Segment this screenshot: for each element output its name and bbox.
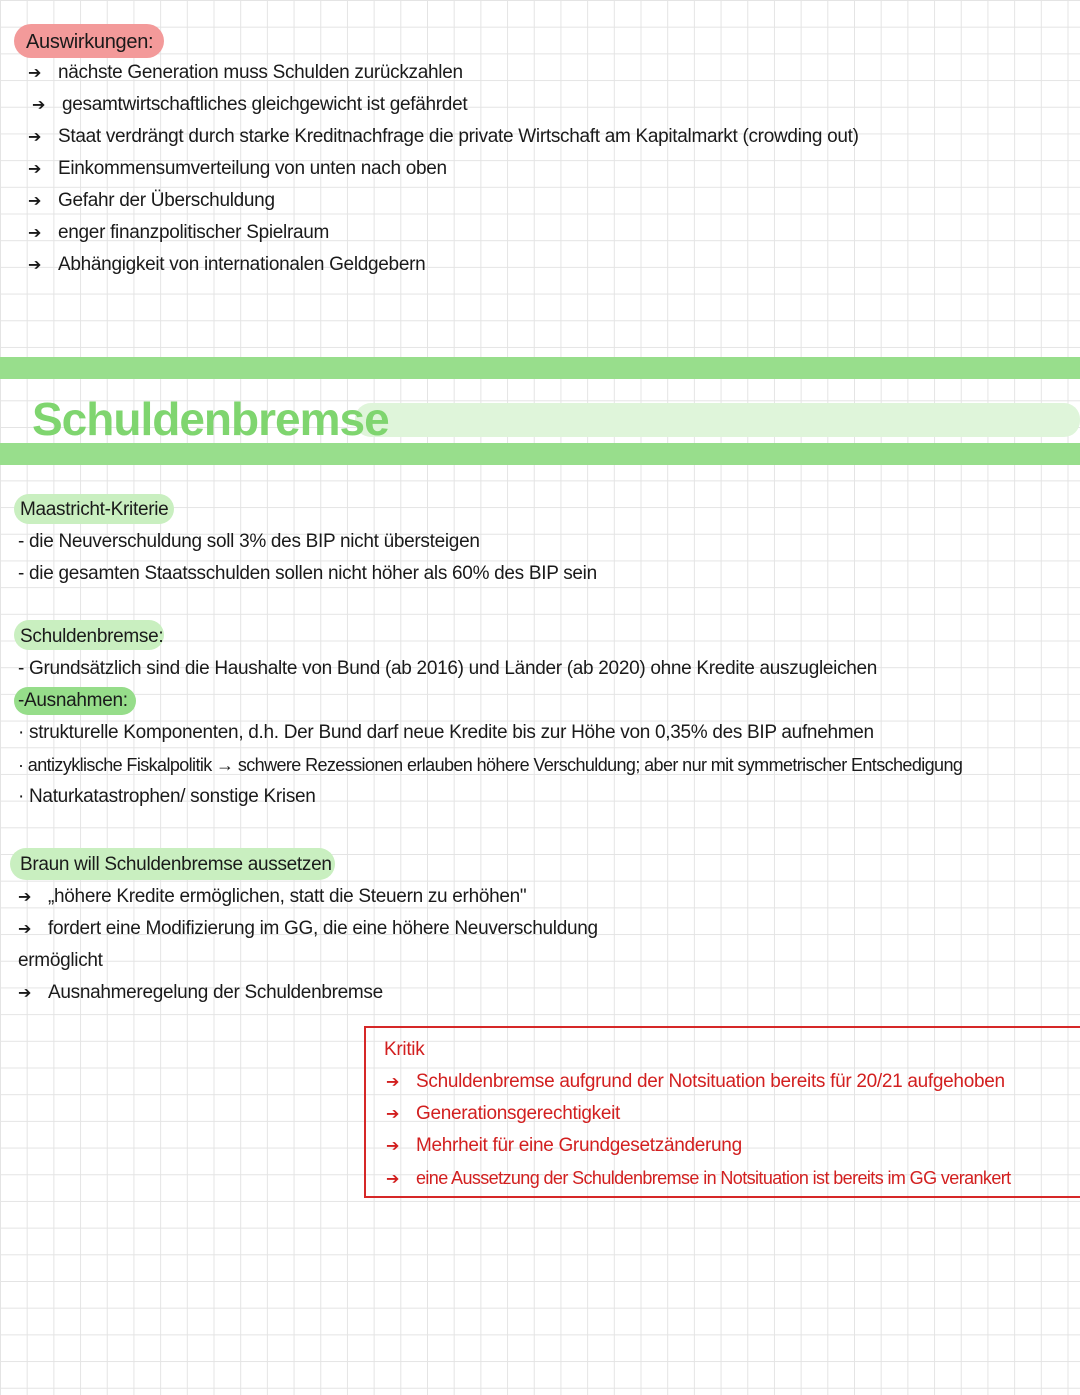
arrow-right-icon: ➔ xyxy=(18,985,32,1002)
page-title: Schuldenbremse xyxy=(32,393,389,445)
title-band-bottom xyxy=(0,443,1080,465)
arrow-right-icon: ➔ xyxy=(18,921,32,938)
arrow-right-icon: ➔ xyxy=(28,193,42,210)
critique-item: ➔ Mehrheit für eine Grundgesetzänderung xyxy=(386,1134,742,1159)
arrow-right-icon: ➔ xyxy=(386,1074,400,1091)
list-item: - die gesamten Staatsschulden sollen nicht höher als 60% des BIP sein xyxy=(18,563,597,584)
list-item: ➔ Staat verdrängt durch starke Kreditnachfrage die private Wirtschaft am Kapitalmarkt (crowding out) xyxy=(28,125,859,150)
list-item: ➔ Einkommensumverteilung von unten nach oben xyxy=(28,157,447,182)
critique-heading: Kritik xyxy=(384,1039,425,1060)
section-heading-maastricht: Maastricht-Kriterie xyxy=(20,499,169,520)
list-item: · strukturelle Komponenten, d.h. Der Bund darf neue Kredite bis zur Höhe von 0,35% des BIP aufnehmen xyxy=(18,722,874,743)
list-item: ➔ Ausnahmeregelung der Schuldenbremse xyxy=(18,981,383,1006)
arrow-right-icon: ➔ xyxy=(28,225,42,242)
arrow-right-icon: ➔ xyxy=(28,129,42,146)
title-band-top xyxy=(0,357,1080,379)
critique-item: ➔ Generationsgerechtigkeit xyxy=(386,1102,620,1127)
list-item: · antizyklische Fiskalpolitik → schwere Rezessionen erlauben höhere Verschuldung; aber nur mit symmetrischer Entschedigung xyxy=(18,755,963,775)
section-heading-auswirkungen: Auswirkungen: xyxy=(26,31,154,53)
arrow-right-icon: ➔ xyxy=(32,97,46,114)
list-item: ➔ Gefahr der Überschuldung xyxy=(28,189,275,214)
arrow-right-icon: ➔ xyxy=(18,889,32,906)
critique-item: ➔ Schuldenbremse aufgrund der Notsituation bereits für 20/21 aufgehoben xyxy=(386,1070,1005,1095)
list-item-continuation: ermöglicht xyxy=(18,950,103,971)
list-item: - die Neuverschuldung soll 3% des BIP nicht übersteigen xyxy=(18,531,480,552)
list-item: ➔ Abhängigkeit von internationalen Geldgebern xyxy=(28,253,425,278)
arrow-right-icon: ➔ xyxy=(28,161,42,178)
section-heading-ausnahmen: -Ausnahmen: xyxy=(18,690,128,711)
list-item: ➔ „höhere Kredite ermöglichen, statt die Steuern zu erhöhen" xyxy=(18,885,526,910)
list-item: ➔ gesamtwirtschaftliches gleichgewicht ist gefährdet xyxy=(32,93,467,118)
critique-item: ➔ eine Aussetzung der Schuldenbremse in Notsituation ist bereits im GG verankert xyxy=(386,1166,1011,1192)
section-heading-schuldenbremse: Schuldenbremse: xyxy=(20,626,164,647)
list-item: · Naturkatastrophen/ sonstige Krisen xyxy=(18,786,316,807)
list-item: ➔ enger finanzpolitischer Spielraum xyxy=(28,221,329,246)
section-heading-braun: Braun will Schuldenbremse aussetzen xyxy=(20,854,332,875)
arrow-right-icon: ➔ xyxy=(386,1138,400,1155)
arrow-right-icon: ➔ xyxy=(386,1171,399,1188)
list-item: ➔ fordert eine Modifizierung im GG, die eine höhere Neuverschuldung xyxy=(18,917,598,942)
arrow-right-icon: ➔ xyxy=(28,257,42,274)
arrow-right-icon: ➔ xyxy=(386,1106,400,1123)
arrow-right-icon: ➔ xyxy=(28,65,42,82)
title-glow xyxy=(355,403,1080,437)
list-item: - Grundsätzlich sind die Haushalte von Bund (ab 2016) und Länder (ab 2020) ohne Kredite auszugleichen xyxy=(18,658,878,679)
list-item: ➔ nächste Generation muss Schulden zurückzahlen xyxy=(28,61,463,86)
